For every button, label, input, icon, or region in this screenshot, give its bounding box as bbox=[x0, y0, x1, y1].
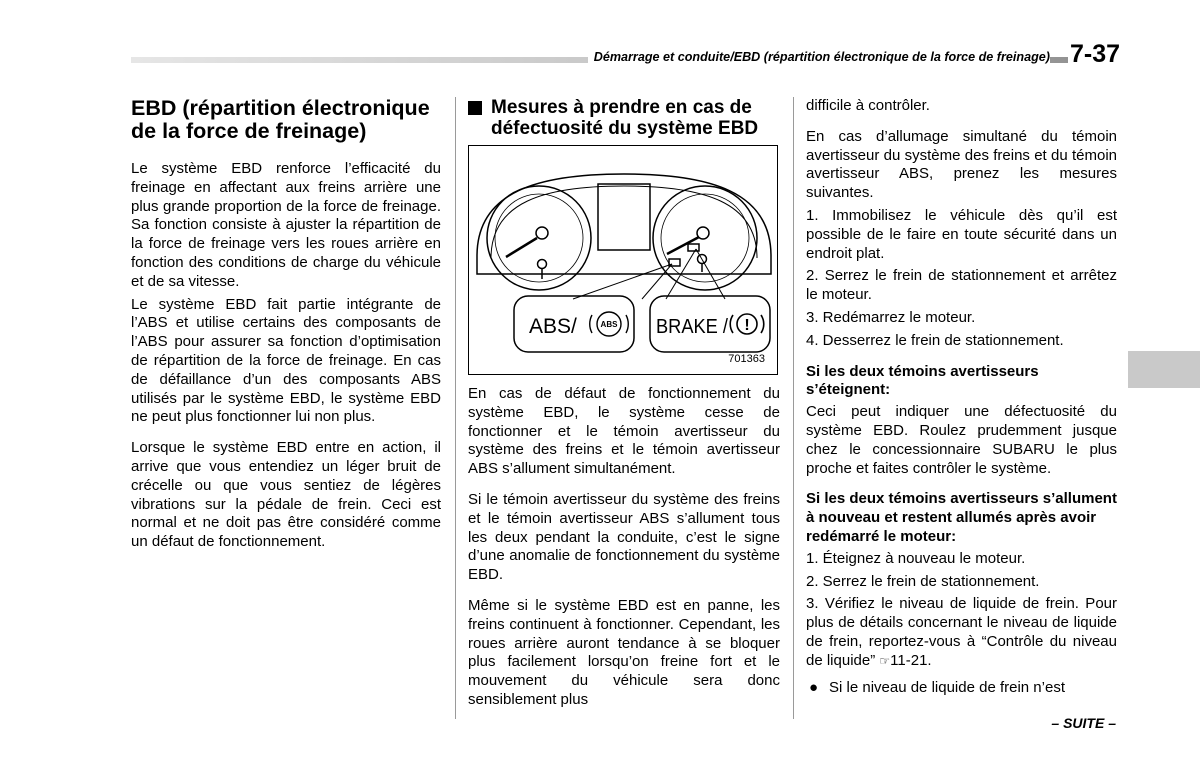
running-header: Démarrage et conduite/EBD (répartition électronique de la force de freinage) bbox=[588, 50, 1050, 64]
instrument-cluster-drawing bbox=[469, 146, 778, 375]
subsection-title bbox=[468, 97, 780, 139]
speedometer-hub bbox=[536, 227, 548, 239]
paragraph: En cas d’allumage simultané du témoin avertisseur du système des freins et du témoin avertisseur ABS, prenez les mesures suivantes. bbox=[806, 127, 1117, 202]
page-number: 7-37 bbox=[1070, 40, 1121, 68]
subsection-title-line2: défectuosité du système EBD bbox=[491, 118, 759, 139]
brake-label: BRAKE / bbox=[656, 316, 729, 338]
figure-code: 701363 bbox=[728, 353, 765, 365]
brake-icon-text: ! bbox=[744, 317, 750, 334]
section-title-line1: EBD (répartition électronique bbox=[131, 96, 430, 120]
column-left bbox=[131, 97, 441, 556]
bullet-text: Si le niveau de liquide de frein n’est bbox=[829, 678, 1065, 696]
condition-heading: Si les deux témoins avertisseurs s’éteignent: bbox=[806, 362, 1039, 399]
abs-icon-text: ABS bbox=[600, 320, 618, 329]
center-display bbox=[598, 184, 650, 250]
paragraph: Ceci peut indiquer une défectuosité du système EBD. Roulez prudemment jusque chez le concessionnaire SUBARU le plus proche et faites contrôler le système. bbox=[806, 403, 1117, 477]
bullet-item bbox=[806, 679, 1117, 698]
instrument-cluster-figure bbox=[468, 145, 778, 375]
chapter-tab bbox=[1128, 351, 1200, 388]
step-item: 4. Desserrez le frein de stationnement. bbox=[806, 331, 1064, 349]
bullet-icon: ● bbox=[809, 678, 819, 696]
abs-label: ABS/ bbox=[529, 315, 577, 338]
column-divider bbox=[793, 97, 794, 719]
brake-lamp-position bbox=[688, 244, 699, 251]
condition-heading: Si les deux témoins avertisseurs s’allument à nouveau et restent allumés après avoir redémarré le moteur: bbox=[806, 490, 1117, 545]
page-reference: 11-21. bbox=[890, 651, 932, 669]
column-right bbox=[806, 97, 1117, 697]
paragraph: difficile à contrôler. bbox=[806, 97, 930, 114]
step-item: 1. Éteignez à nouveau le moteur. bbox=[806, 549, 1026, 567]
continued-label: – SUITE – bbox=[1051, 715, 1116, 731]
section-title-line2: de la force de freinage) bbox=[131, 119, 367, 143]
paragraph: Le système EBD fait partie intégrante de l’ABS et utilise certains des composants de l’ABS pour assurer sa fonction d’optimisation de répartition de la force de freinage. En cas de défaillance d’un des composants ABS utilisés par le système EBD, le système EBD ne peut plus fonctionner lui non plus. bbox=[131, 295, 441, 426]
page-reference-icon: ☞ bbox=[879, 653, 891, 668]
step-item: 2. Serrez le frein de stationnement. bbox=[806, 572, 1040, 590]
step-item: 1. Immobilisez le véhicule dès qu’il est possible de le faire en toute sécurité dans un endroit plat. bbox=[806, 206, 1117, 262]
step-item bbox=[806, 595, 1117, 670]
column-middle bbox=[468, 97, 780, 714]
square-bullet-icon bbox=[468, 101, 482, 115]
step-text: 3. Vérifiez le niveau de liquide de frein. Pour plus de détails concernant le niveau de liquide de frein, reportez-vous à “Contrôle du niveau de liquide” bbox=[806, 595, 1117, 669]
column-divider bbox=[455, 97, 456, 719]
subsection-title-line1: Mesures à prendre en cas de bbox=[491, 97, 752, 118]
paragraph: En cas de défaut de fonctionnement du système EBD, le système cesse de fonctionner et le témoin avertisseur du système des freins et le témoin avertisseur ABS s’allument simultanément. bbox=[468, 385, 780, 478]
paragraph: Lorsque le système EBD entre en action, il arrive que vous entendiez un léger bruit de crécelle ou que vous sentiez de légères vibrations sur la pédale de frein. Ceci est normal et ne doit pas être considéré comme un défaut de fonctionnement. bbox=[131, 439, 441, 551]
paragraph: Le système EBD renforce l’efficacité du freinage en affectant aux freins arrière une plus grande proportion de la force de freinage. Sa fonction consiste à ajuster la répartition de la force de freinage vers les roues arrière en fonction des conditions de charge du véhicule et de sa vitesse. bbox=[131, 160, 441, 290]
step-item: 2. Serrez le frein de stationnement et arrêtez le moteur. bbox=[806, 267, 1117, 304]
step-item: 3. Redémarrez le moteur. bbox=[806, 308, 976, 326]
section-title bbox=[131, 97, 441, 143]
paragraph: Si le témoin avertisseur du système des freins et le témoin avertisseur ABS s’allument tous les deux pendant la conduite, c’est le signe d’une anomalie de fonctionnement du système EBD. bbox=[468, 490, 780, 584]
paragraph: Même si le système EBD est en panne, les freins continuent à fonctionner. Cependant, les roues arrière auront tendance à se bloquer plus facilement lorsqu’on freine fort et le mouvement du véhicule sera donc sensiblement plus bbox=[468, 596, 780, 708]
